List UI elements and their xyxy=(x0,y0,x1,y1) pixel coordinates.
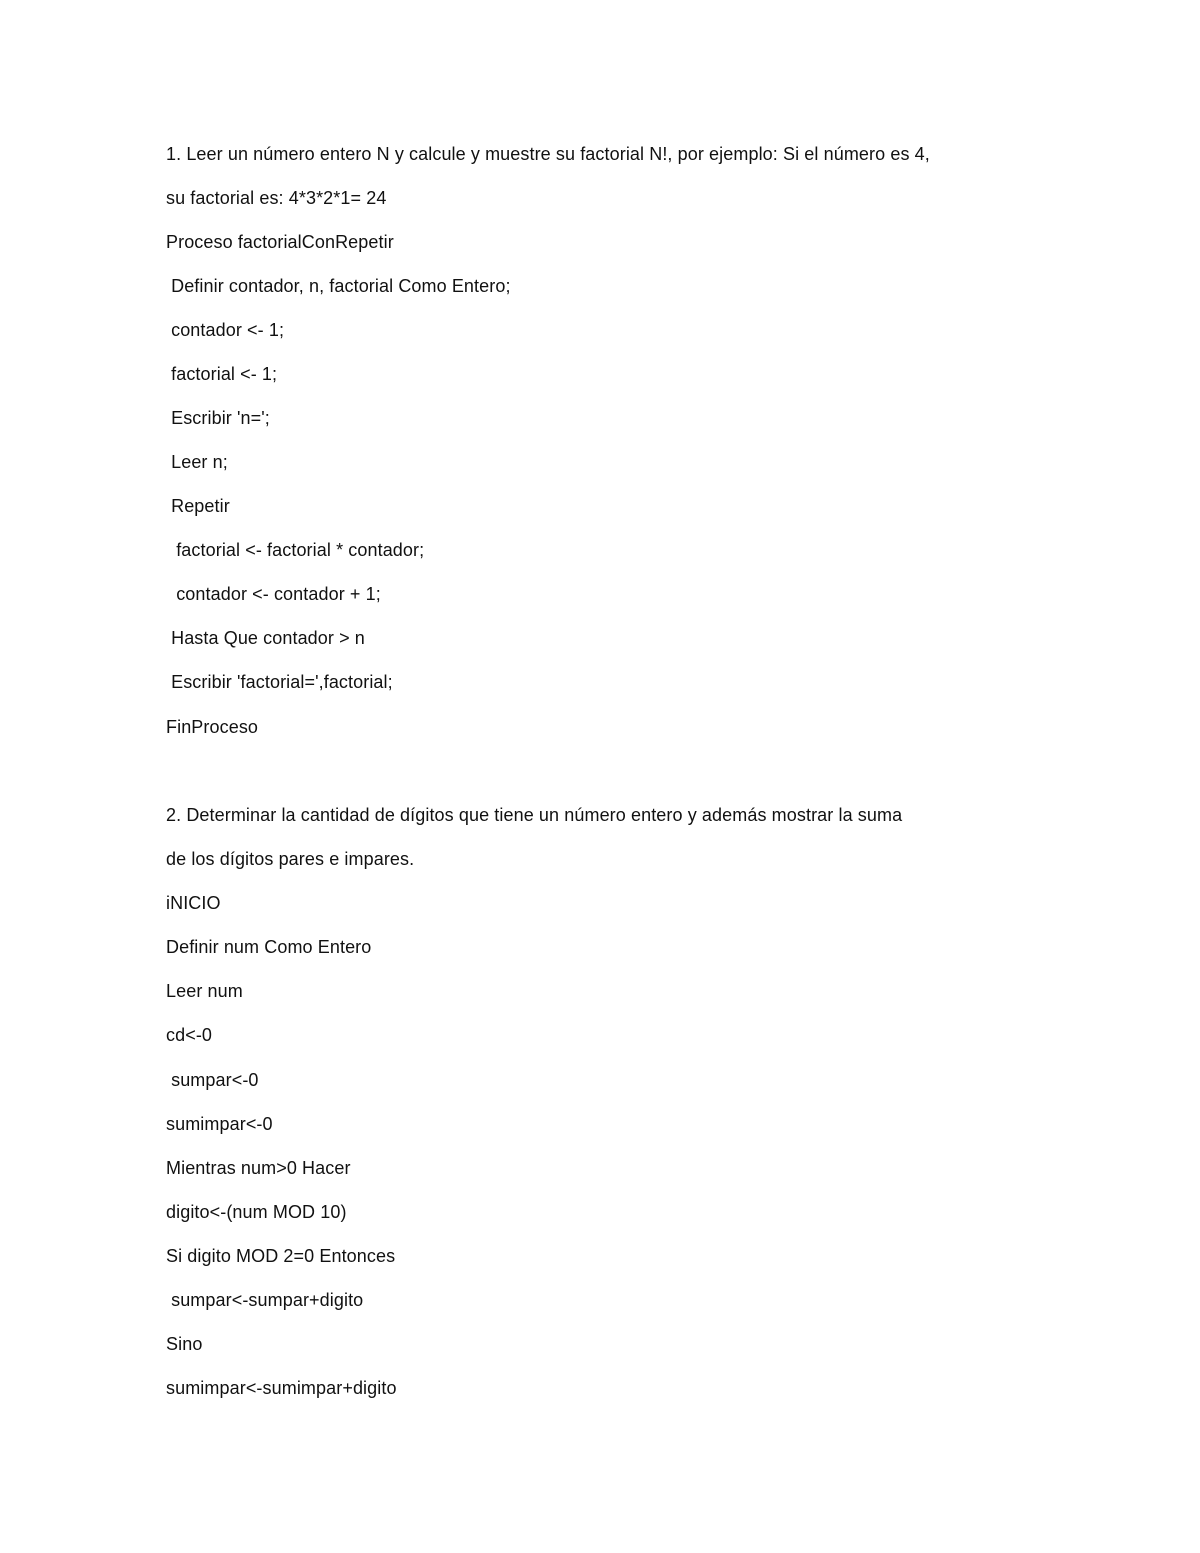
exercise-1-code-line: Proceso factorialConRepetir xyxy=(166,232,394,252)
exercise-1-code-line: Escribir 'n='; xyxy=(166,408,270,428)
exercise-2-code-line: Sino xyxy=(166,1334,203,1354)
exercise-1-code-line: Repetir xyxy=(166,496,230,516)
exercise-1-statement-line-1: 1. Leer un número entero N y calcule y muestre su factorial N!, por ejemplo: Si el número es 4, xyxy=(166,144,930,164)
exercise-2-code-line: digito<-(num MOD 10) xyxy=(166,1202,347,1222)
exercise-1-code-line: contador <- 1; xyxy=(166,320,285,340)
exercise-2-statement-line-2: de los dígitos pares e impares. xyxy=(166,849,415,869)
exercise-2-code-line: sumpar<-sumpar+digito xyxy=(166,1290,364,1310)
exercise-1-code-line: factorial <- factorial * contador; xyxy=(166,540,425,560)
exercise-2-code-line: iNICIO xyxy=(166,893,221,913)
exercise-2-code-line: Definir num Como Entero xyxy=(166,937,372,957)
exercise-2-code-line: sumpar<-0 xyxy=(166,1070,259,1090)
exercise-1-code-line: Definir contador, n, factorial Como Entero; xyxy=(166,276,511,296)
exercise-2-code-line: sumimpar<-sumimpar+digito xyxy=(166,1378,397,1398)
exercise-2-code-line: sumimpar<-0 xyxy=(166,1114,273,1134)
exercise-2-code-line: cd<-0 xyxy=(166,1025,213,1045)
exercise-1-code-line: factorial <- 1; xyxy=(166,364,278,384)
exercise-2-code-line: Si digito MOD 2=0 Entonces xyxy=(166,1246,396,1266)
exercise-1-code-line: Hasta Que contador > n xyxy=(166,628,365,648)
exercise-1-statement-line-2: su factorial es: 4*3*2*1= 24 xyxy=(166,188,387,208)
exercise-2-code-line: Mientras num>0 Hacer xyxy=(166,1158,351,1178)
exercise-2-statement-line-1: 2. Determinar la cantidad de dígitos que tiene un número entero y además mostrar la suma xyxy=(166,805,903,825)
exercise-1-code-line: contador <- contador + 1; xyxy=(166,584,381,604)
exercise-1-code-line: Escribir 'factorial=',factorial; xyxy=(166,672,393,692)
exercise-1-code-line: Leer n; xyxy=(166,452,228,472)
exercise-1-code-line: FinProceso xyxy=(166,717,259,737)
exercise-2-code-line: Leer num xyxy=(166,981,243,1001)
